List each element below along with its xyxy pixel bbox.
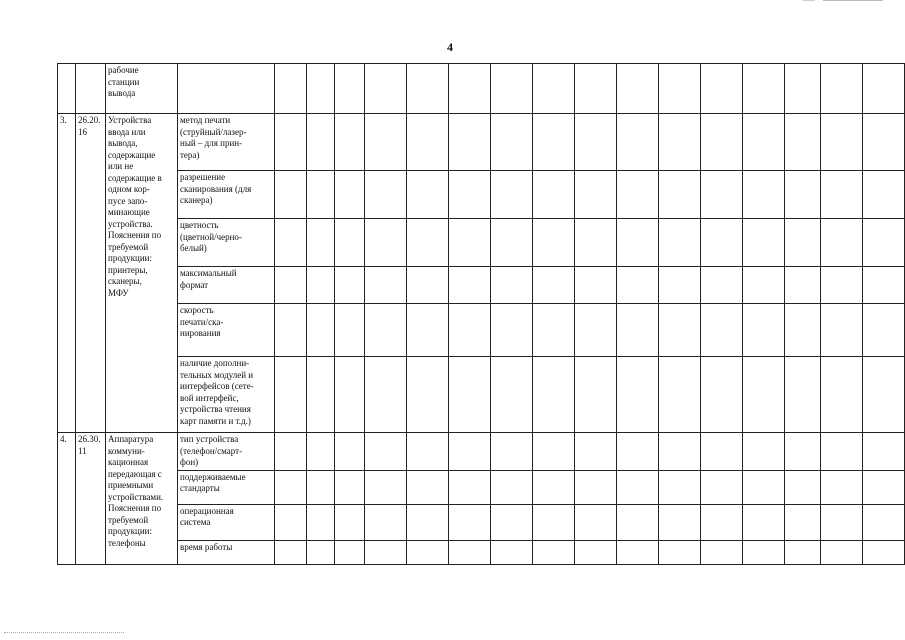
characteristic-text: метод печати (струйный/лазер- ный – для прин- тера): [180, 115, 247, 160]
empty-cell: [659, 504, 701, 540]
okpd-code-cell: [76, 64, 106, 114]
empty-cell: [275, 114, 307, 171]
empty-cell: [449, 171, 491, 219]
table-row: [58, 64, 905, 114]
empty-cell: [335, 219, 365, 267]
scan-mark: [803, 0, 815, 1]
product-name-text: Аппаратура коммуни- кационная передающая с приемными устройствами. Пояснения по требуемой продукции: телефоны: [108, 434, 164, 548]
table-row: [58, 304, 905, 357]
empty-cell: [701, 304, 743, 357]
empty-cell: [821, 304, 863, 357]
characteristic-text: поддерживаемые стандарты: [180, 471, 246, 493]
empty-cell: [821, 470, 863, 504]
empty-cell: [533, 114, 575, 171]
empty-cell: [743, 470, 785, 504]
empty-cell: [491, 114, 533, 171]
empty-cell: [617, 267, 659, 304]
empty-cell: [575, 357, 617, 433]
empty-cell: [335, 470, 365, 504]
characteristic-text: максимальный формат: [180, 268, 237, 290]
empty-cell: [743, 304, 785, 357]
empty-cell: [275, 219, 307, 267]
empty-cell: [275, 504, 307, 540]
empty-cell: [307, 114, 335, 171]
empty-cell: [863, 304, 905, 357]
empty-cell: [701, 433, 743, 471]
empty-cell: [275, 64, 307, 114]
empty-cell: [821, 540, 863, 564]
table-row: [58, 114, 905, 171]
empty-cell: [335, 504, 365, 540]
empty-cell: [533, 504, 575, 540]
empty-cell: [785, 357, 821, 433]
empty-cell: [407, 433, 449, 471]
empty-cell: [365, 504, 407, 540]
row-number-cell: [58, 433, 76, 565]
characteristic-cell: [178, 114, 275, 171]
empty-cell: [335, 171, 365, 219]
empty-cell: [785, 540, 821, 564]
empty-cell: [575, 433, 617, 471]
empty-cell: [617, 357, 659, 433]
empty-cell: [863, 64, 905, 114]
empty-cell: [863, 504, 905, 540]
row-number-cell: [58, 114, 76, 433]
empty-cell: [743, 219, 785, 267]
empty-cell: [701, 470, 743, 504]
empty-cell: [743, 267, 785, 304]
empty-cell: [575, 504, 617, 540]
empty-cell: [821, 219, 863, 267]
empty-cell: [407, 171, 449, 219]
okpd-code-cell: [76, 433, 106, 565]
scan-mark: [823, 0, 883, 1]
empty-cell: [575, 304, 617, 357]
empty-cell: [491, 219, 533, 267]
empty-cell: [407, 267, 449, 304]
empty-cell: [575, 219, 617, 267]
empty-cell: [659, 470, 701, 504]
scan-mark: [4, 632, 124, 633]
empty-cell: [335, 357, 365, 433]
empty-cell: [365, 171, 407, 219]
empty-cell: [863, 470, 905, 504]
empty-cell: [533, 540, 575, 564]
empty-cell: [863, 357, 905, 433]
empty-cell: [743, 114, 785, 171]
okpd-code-text: 26.30. 11: [78, 434, 101, 456]
characteristic-cell: [178, 504, 275, 540]
empty-cell: [863, 171, 905, 219]
empty-cell: [821, 357, 863, 433]
product-name-cell: [106, 433, 178, 565]
empty-cell: [617, 433, 659, 471]
empty-cell: [365, 219, 407, 267]
empty-cell: [335, 540, 365, 564]
empty-cell: [821, 433, 863, 471]
empty-cell: [365, 114, 407, 171]
empty-cell: [743, 540, 785, 564]
empty-cell: [659, 433, 701, 471]
empty-cell: [617, 504, 659, 540]
empty-cell: [821, 504, 863, 540]
empty-cell: [449, 504, 491, 540]
empty-cell: [365, 470, 407, 504]
empty-cell: [821, 114, 863, 171]
empty-cell: [617, 171, 659, 219]
empty-cell: [275, 357, 307, 433]
empty-cell: [365, 433, 407, 471]
empty-cell: [785, 114, 821, 171]
empty-cell: [533, 304, 575, 357]
empty-cell: [275, 304, 307, 357]
empty-cell: [275, 171, 307, 219]
empty-cell: [659, 171, 701, 219]
empty-cell: [307, 540, 335, 564]
empty-cell: [575, 267, 617, 304]
empty-cell: [365, 304, 407, 357]
empty-cell: [785, 304, 821, 357]
characteristic-text: операционная система: [180, 505, 234, 527]
empty-cell: [449, 114, 491, 171]
empty-cell: [335, 64, 365, 114]
empty-cell: [491, 267, 533, 304]
table-row: [58, 470, 905, 504]
empty-cell: [821, 171, 863, 219]
table-row: [58, 540, 905, 564]
empty-cell: [701, 64, 743, 114]
empty-cell: [491, 470, 533, 504]
empty-cell: [863, 433, 905, 471]
empty-cell: [275, 540, 307, 564]
empty-cell: [863, 114, 905, 171]
empty-cell: [407, 540, 449, 564]
empty-cell: [659, 357, 701, 433]
empty-cell: [617, 219, 659, 267]
empty-cell: [785, 64, 821, 114]
empty-cell: [533, 267, 575, 304]
empty-cell: [449, 304, 491, 357]
empty-cell: [307, 357, 335, 433]
table-row: [58, 219, 905, 267]
empty-cell: [407, 470, 449, 504]
empty-cell: [407, 219, 449, 267]
characteristic-text: время работы: [180, 541, 233, 552]
empty-cell: [785, 433, 821, 471]
empty-cell: [407, 504, 449, 540]
empty-cell: [491, 171, 533, 219]
empty-cell: [407, 114, 449, 171]
row-number-text: 3.: [60, 115, 67, 125]
empty-cell: [407, 64, 449, 114]
empty-cell: [335, 433, 365, 471]
empty-cell: [491, 504, 533, 540]
characteristic-text: скорость печати/ска- нирования: [180, 305, 224, 338]
page-number: 4: [447, 40, 453, 54]
empty-cell: [575, 114, 617, 171]
empty-cell: [307, 504, 335, 540]
okpd-code-text: 26.20. 16: [78, 115, 101, 137]
characteristic-cell: [178, 171, 275, 219]
empty-cell: [575, 171, 617, 219]
empty-cell: [617, 540, 659, 564]
characteristic-cell: [178, 304, 275, 357]
empty-cell: [307, 219, 335, 267]
empty-cell: [335, 267, 365, 304]
empty-cell: [335, 114, 365, 171]
empty-cell: [365, 357, 407, 433]
empty-cell: [449, 540, 491, 564]
empty-cell: [617, 304, 659, 357]
empty-cell: [821, 267, 863, 304]
characteristic-cell: [178, 470, 275, 504]
empty-cell: [533, 357, 575, 433]
okpd-code-cell: [76, 114, 106, 433]
characteristic-text: цветность (цветной/черно- белый): [180, 220, 242, 253]
empty-cell: [407, 304, 449, 357]
characteristic-cell: [178, 64, 275, 114]
empty-cell: [821, 64, 863, 114]
characteristic-text: наличие дополни- тельных модулей и интерфейсов (сете- вой интерфейс, устройства чтения карт памяти и т.д.): [180, 358, 254, 426]
characteristic-text: тип устройства (телефон/смарт- фон): [180, 434, 243, 467]
empty-cell: [743, 433, 785, 471]
empty-cell: [659, 114, 701, 171]
empty-cell: [785, 219, 821, 267]
empty-cell: [533, 433, 575, 471]
empty-cell: [863, 540, 905, 564]
empty-cell: [275, 267, 307, 304]
empty-cell: [743, 171, 785, 219]
empty-cell: [575, 470, 617, 504]
empty-cell: [701, 171, 743, 219]
empty-cell: [491, 433, 533, 471]
empty-cell: [743, 64, 785, 114]
row-number-text: 4.: [60, 434, 67, 444]
empty-cell: [491, 357, 533, 433]
empty-cell: [743, 357, 785, 433]
empty-cell: [701, 504, 743, 540]
empty-cell: [701, 114, 743, 171]
empty-cell: [449, 433, 491, 471]
empty-cell: [617, 114, 659, 171]
empty-cell: [659, 219, 701, 267]
empty-cell: [491, 540, 533, 564]
empty-cell: [785, 470, 821, 504]
empty-cell: [275, 433, 307, 471]
row-number-cell: [58, 64, 76, 114]
empty-cell: [275, 470, 307, 504]
empty-cell: [307, 64, 335, 114]
empty-cell: [307, 171, 335, 219]
empty-cell: [785, 171, 821, 219]
empty-cell: [863, 267, 905, 304]
empty-cell: [365, 267, 407, 304]
empty-cell: [659, 540, 701, 564]
empty-cell: [785, 267, 821, 304]
characteristic-cell: [178, 267, 275, 304]
empty-cell: [701, 357, 743, 433]
empty-cell: [743, 504, 785, 540]
empty-cell: [533, 470, 575, 504]
empty-cell: [449, 357, 491, 433]
table-row: [58, 433, 905, 471]
empty-cell: [659, 304, 701, 357]
empty-cell: [659, 267, 701, 304]
empty-cell: [449, 470, 491, 504]
empty-cell: [307, 267, 335, 304]
empty-cell: [449, 219, 491, 267]
empty-cell: [307, 304, 335, 357]
characteristic-cell: [178, 357, 275, 433]
product-name-cell: [106, 64, 178, 114]
characteristic-text: разрешение сканирования (для сканера): [180, 172, 252, 205]
empty-cell: [659, 64, 701, 114]
empty-cell: [491, 64, 533, 114]
empty-cell: [335, 304, 365, 357]
characteristic-cell: [178, 433, 275, 471]
empty-cell: [701, 267, 743, 304]
table-row: [58, 171, 905, 219]
empty-cell: [307, 470, 335, 504]
empty-cell: [449, 267, 491, 304]
empty-cell: [365, 540, 407, 564]
empty-cell: [449, 64, 491, 114]
table-row: [58, 357, 905, 433]
characteristic-cell: [178, 219, 275, 267]
empty-cell: [617, 64, 659, 114]
empty-cell: [407, 357, 449, 433]
empty-cell: [863, 219, 905, 267]
product-name-text: рабочие станции вывода: [108, 65, 140, 98]
empty-cell: [575, 64, 617, 114]
empty-cell: [533, 64, 575, 114]
specification-table: [57, 63, 905, 565]
empty-cell: [533, 171, 575, 219]
product-name-text: Устройства ввода или вывода, содержащие или не содержащие в одном кор- пусе запо- минающие устройства. Пояснения по требуемой продукции: принтеры, сканеры, МФУ: [108, 115, 162, 298]
empty-cell: [617, 470, 659, 504]
empty-cell: [307, 433, 335, 471]
empty-cell: [575, 540, 617, 564]
product-name-cell: [106, 114, 178, 433]
empty-cell: [701, 540, 743, 564]
empty-cell: [785, 504, 821, 540]
empty-cell: [533, 219, 575, 267]
table-row: [58, 267, 905, 304]
table-row: [58, 504, 905, 540]
empty-cell: [491, 304, 533, 357]
empty-cell: [365, 64, 407, 114]
characteristic-cell: [178, 540, 275, 564]
empty-cell: [701, 219, 743, 267]
